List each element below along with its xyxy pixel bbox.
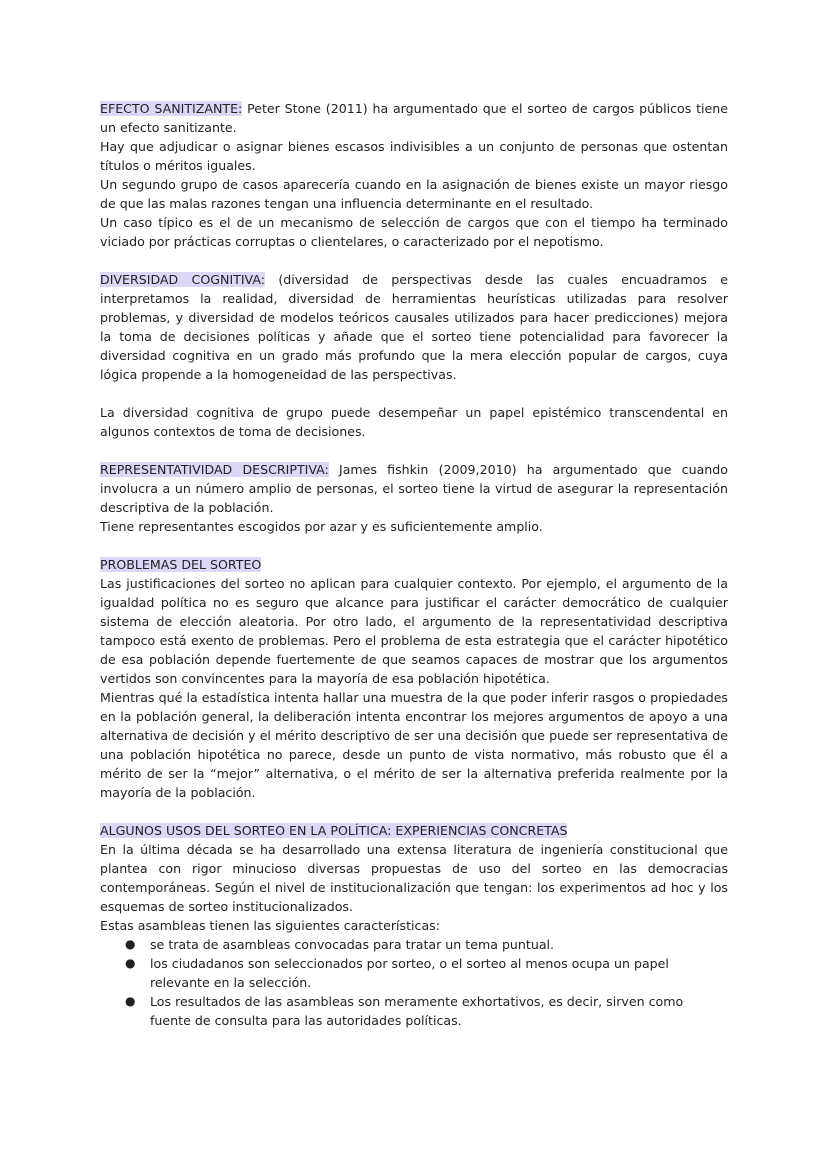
section-representatividad-descriptiva: [100, 460, 728, 536]
section-heading: DIVERSIDAD COGNITIVA:: [100, 272, 266, 287]
section-heading: EFECTO SANITIZANTE:: [100, 101, 243, 116]
section-heading: PROBLEMAS DEL SORTEO: [100, 557, 262, 572]
list-item-text: los ciudadanos son seleccionados por sorteo, o el sorteo al menos ocupa un papel relevante en la selección.: [150, 956, 669, 990]
paragraph: [100, 821, 728, 840]
section-diversidad-cognitiva: [100, 270, 728, 384]
bullet-icon: ●: [125, 956, 136, 970]
list-item-text: Los resultados de las asambleas son meramente exhortativos, es decir, sirven como fuente de consulta para las autoridades políticas.: [150, 994, 684, 1028]
paragraph: Tiene representantes escogidos por azar y es suficientemente amplio.: [100, 519, 543, 534]
paragraph: Estas asambleas tienen las siguientes características:: [100, 918, 440, 933]
paragraph: Las justificaciones del sorteo no aplican para cualquier contexto. Por ejemplo, el argumento de la igualdad política no es seguro que alcance para justificar el carácter democrático de cualquier sistema de elección aleatoria. Por otro lado, el argumento de la representatividad descriptiva tampoco está exento de problemas. Pero el problema de esta estrategia que el carácter hipotético de esa población depende fuertemente de que seamos capaces de mostrar que los argumentos vertidos son convincentes para la mayoría de esa población hipotética.: [100, 576, 728, 686]
list-item: [100, 935, 728, 954]
section-problemas-del-sorteo: [100, 555, 728, 802]
section-diversidad-grupo: [100, 403, 728, 441]
list-item: [100, 954, 728, 992]
bullet-icon: ●: [125, 937, 136, 951]
document-page: [100, 99, 728, 1049]
paragraph-text: James fishkin (2009,2010) ha argumentado que cuando involucra a un número amplio de personas, el sorteo tiene la virtud de asegurar la representación descriptiva de la población.: [100, 462, 728, 515]
paragraph: [100, 99, 728, 137]
paragraph: Un segundo grupo de casos aparecería cuando en la asignación de bienes existe un mayor riesgo de que las malas razones tengan una influencia determinante en el resultado.: [100, 177, 728, 211]
paragraph: En la última década se ha desarrollado una extensa literatura de ingeniería constitucional que plantea con rigor minucioso diversas propuestas de uso del sorteo en las democracias contemporáneas. Según el nivel de institucionalización que tengan: los experimentos ad hoc y los esquemas de sorteo institucionalizados.: [100, 842, 728, 914]
section-heading: REPRESENTATIVIDAD DESCRIPTIVA:: [100, 462, 329, 477]
list-item-text: se trata de asambleas convocadas para tratar un tema puntual.: [150, 937, 555, 952]
paragraph: Mientras qué la estadística intenta hallar una muestra de la que poder inferir rasgos o propiedades en la población general, la deliberación intenta encontrar los mejores argumentos de apoyo a una alternativa de decisión y el mérito descriptivo de ser una decisión que puede ser representativa de una población hipotética no parece, desde un punto de vista normativo, más robusto que él a mérito de ser la “mejor” alternativa, o el mérito de ser la alternativa preferida realmente por la mayoría de la población.: [100, 690, 728, 800]
bullet-icon: ●: [125, 994, 136, 1008]
paragraph: Hay que adjudicar o asignar bienes escasos indivisibles a un conjunto de personas que ostentan títulos o méritos iguales.: [100, 139, 728, 173]
section-heading: ALGUNOS USOS DEL SORTEO EN LA POLÍTICA: EXPERIENCIAS CONCRETAS: [100, 823, 568, 838]
paragraph: Un caso típico es el de un mecanismo de selección de cargos que con el tiempo ha terminado viciado por prácticas corruptas o clientelares, o caracterizado por el nepotismo.: [100, 215, 728, 249]
paragraph: La diversidad cognitiva de grupo puede desempeñar un papel epistémico transcendental en algunos contextos de toma de decisiones.: [100, 405, 728, 439]
paragraph: [100, 270, 728, 384]
paragraph: [100, 555, 728, 574]
section-efecto-sanitizante: [100, 99, 728, 251]
paragraph-text: (diversidad de perspectivas desde las cuales encuadramos e interpretamos la realidad, diversidad de herramientas heurísticas utilizadas para resolver problemas, y diversidad de modelos teóricos causales utilizados para hacer predicciones) mejora la toma de decisiones políticas y añade que el sorteo tiene potencialidad para favorecer la diversidad cognitiva en un grado más profundo que la mera elección popular de cargos, cuya lógica propende a la homogeneidad de las perspectivas.: [100, 272, 728, 382]
bullet-list: [100, 935, 728, 1030]
list-item: [100, 992, 728, 1030]
paragraph-text: Peter Stone (2011) ha argumentado que el sorteo de cargos públicos tiene un efecto sanitizante.: [100, 101, 728, 135]
paragraph: [100, 460, 728, 517]
section-usos-del-sorteo: [100, 821, 728, 1030]
